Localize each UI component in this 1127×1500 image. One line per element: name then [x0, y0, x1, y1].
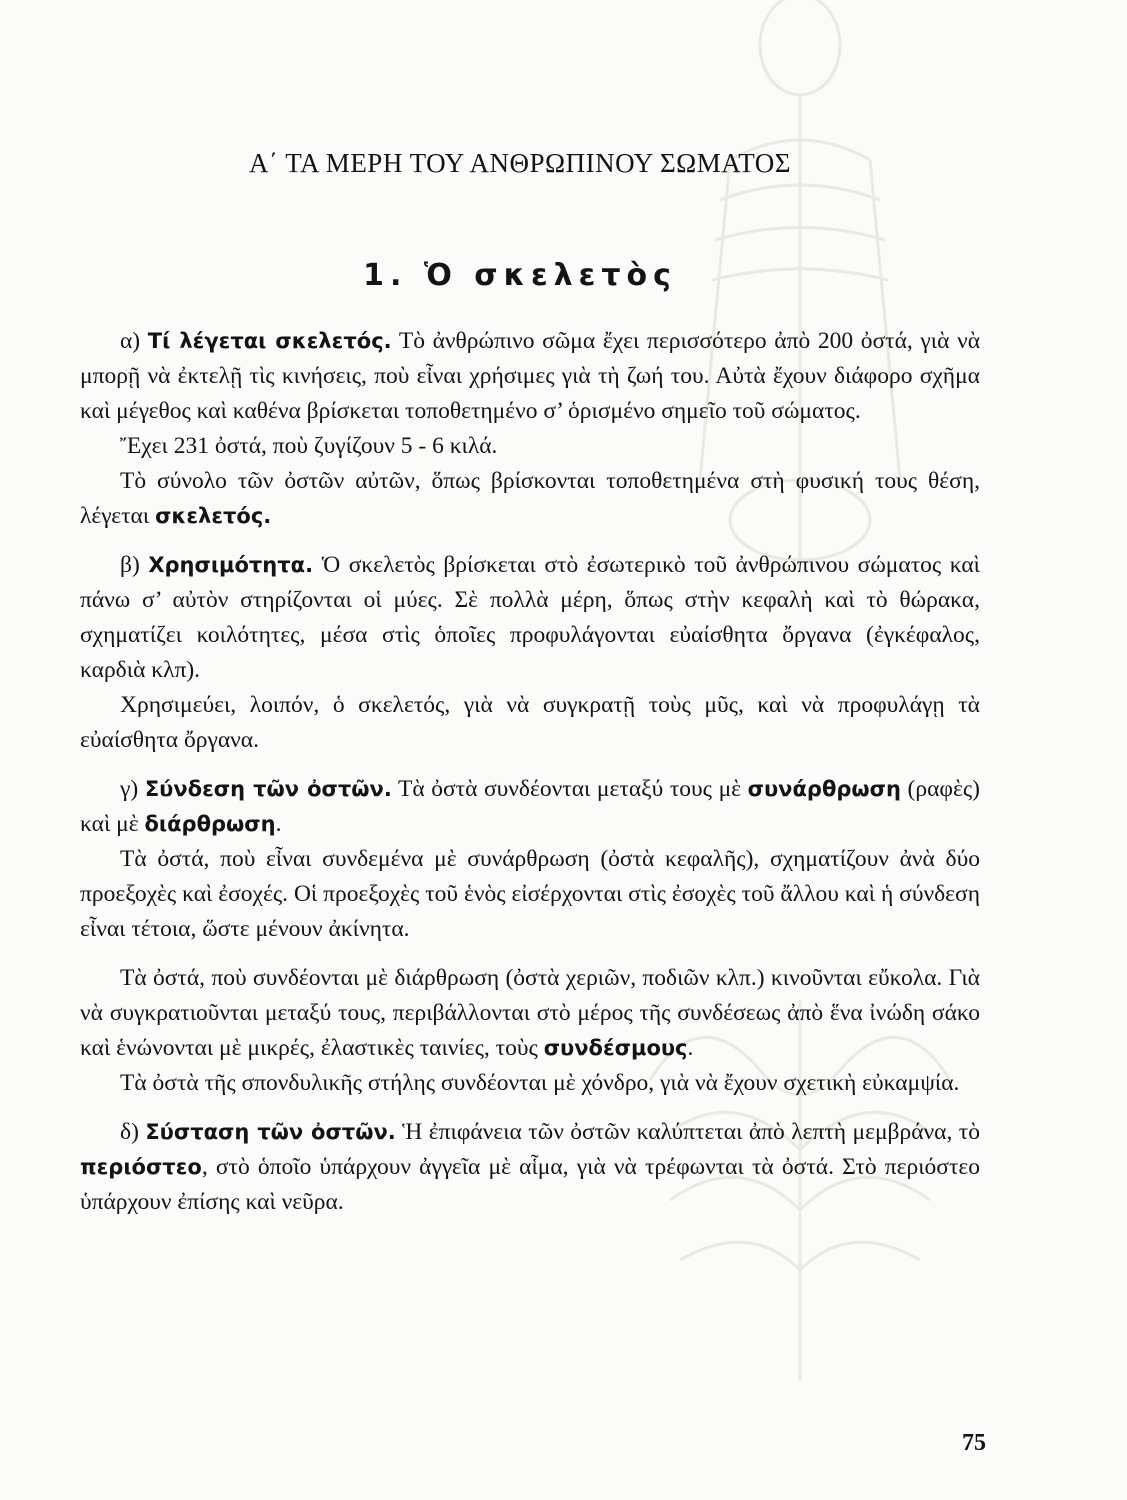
bold-term: συνδέσμους: [543, 1036, 688, 1060]
paragraph-text: .: [687, 1035, 694, 1061]
paragraph-bone-composition: [80, 1115, 980, 1220]
paragraph-what-is-skeleton: [80, 324, 980, 429]
item-label: δ): [120, 1119, 146, 1145]
item-label: γ): [120, 776, 145, 802]
paragraph-text: Ὁ σκελετὸς βρίσκεται στὸ ἐσωτερικὸ τοῦ ἀνθρώπινου σώματος καὶ πάνω σ’ αὐτὸν στηρίζονται οἱ μύες. Σὲ πολλὰ μέρη, ὅπως στὴν κεφαλὴ καὶ τὸ θώρακα, σχηματίζει κοιλότητες, μέσα στὶς ὁποῖες προφυλάγονται εὐαίσθητα ὄργανα (ἐγκέφαλος, καρδιὰ κλπ).: [80, 552, 980, 683]
item-label: α): [120, 328, 148, 354]
paragraph-text: Ἔχει 231 ὀστά, ποὺ ζυγίζουν 5 - 6 κιλά.: [120, 433, 498, 459]
paragraph: [80, 842, 980, 947]
chapter-heading: Α΄ ΤΑ ΜΕΡΗ ΤΟΥ ΑΝΘΡΩΠΙΝΟΥ ΣΩΜΑΤΟΣ: [248, 148, 792, 178]
item-label: β): [120, 552, 149, 578]
paragraph-text: Τὰ ὀστὰ τῆς σπονδυλικῆς στήλης συνδέονται μὲ χόνδρο, γιὰ νὰ ἔχουν σχετικὴ εὐκαμψία.: [120, 1070, 960, 1096]
body-text: [80, 324, 980, 1220]
bold-term: συνάρθρωση: [747, 777, 901, 801]
paragraph-text: .: [275, 811, 282, 837]
bold-term: σκελετός.: [155, 504, 272, 528]
bold-term: Σύνδεση τῶν ὀστῶν.: [144, 777, 392, 801]
paragraph-text: Τὸ σύνολο τῶν ὀστῶν αὐτῶν, ὅπως βρίσκονται τοποθετημένα στὴ φυσική τους θέση, λέγεται: [80, 468, 980, 529]
paragraph-text: Τὰ ὀστά, ποὺ συνδέονται μὲ διάρθρωση (ὀστὰ χεριῶν, ποδιῶν κλπ.) κινοῦνται εὔκολα. Γιὰ νὰ συγκρατιοῦνται μεταξύ τους, περιβάλλονται στὸ μέρος τῆς συνδέσεως ἀπὸ ἕνα ἰνώδη σάκο καὶ ἑνώνονται μὲ μικρές, ἐλαστικὲς ταινίες, τοὺς: [80, 965, 980, 1061]
paragraph: [80, 429, 980, 464]
paragraph-text: Τὸ ἀνθρώπινο σῶμα ἔχει περισσότερο ἀπὸ 200 ὀστά, γιὰ νὰ μπορῇ νὰ ἐκτελῇ τὶς κινήσεις, ποὺ εἶναι χρήσιμες γιὰ τὴ ζωή του. Αὐτὰ ἔχουν διάφορο σχῆμα καὶ μέγεθος καὶ καθένα βρίσκεται τοποθετημένο σ’ ὁρισμένο σημεῖο τοῦ σώματος.: [80, 328, 981, 424]
paragraph-text: (ραφὲς) καὶ μὲ: [80, 776, 980, 837]
bold-term: περιόστεο: [80, 1155, 202, 1179]
bold-term: Σύσταση τῶν ὀστῶν.: [145, 1120, 396, 1144]
bold-term: Τί λέγεται σκελετός.: [147, 329, 392, 353]
paragraph: [80, 688, 980, 758]
paragraph-text: Ἡ ἐπιφάνεια τῶν ὀστῶν καλύπτεται ἀπὸ λεπτὴ μεμβράνα, τὸ: [395, 1119, 980, 1145]
bold-term: διάρθρωση: [144, 812, 276, 836]
paragraph-bone-connection: [80, 772, 980, 842]
paragraph: [80, 961, 980, 1066]
paragraph: [80, 464, 980, 534]
paragraph-text: Χρησιμεύει, λοιπόν, ὁ σκελετός, γιὰ νὰ συγκρατῇ τοὺς μῦς, καὶ νὰ προφυλάγῃ τὰ εὐαίσθητα ὄργανα.: [80, 692, 980, 753]
paragraph-usefulness: [80, 548, 980, 688]
paragraph-text: , στὸ ὁποῖο ὑπάρχουν ἀγγεῖα μὲ αἷμα, γιὰ νὰ τρέφωνται τὰ ὀστά. Στὸ περιόστεο ὑπάρχουν ἐπίσης καὶ νεῦρα.: [80, 1154, 980, 1215]
bold-term: Χρησιμότητα.: [148, 553, 314, 577]
section-title: 1. Ὁ σκελετὸς: [363, 258, 677, 293]
paragraph: [80, 1066, 980, 1101]
page-number: 75: [962, 1430, 986, 1456]
paragraph-text: Τὰ ὀστά, ποὺ εἶναι συνδεμένα μὲ συνάρθρωση (ὀστὰ κεφαλῆς), σχηματίζουν ἀνὰ δύο προεξοχὲς καὶ ἐσοχές. Οἱ προεξοχὲς τοῦ ἑνὸς εἰσέρχονται στὶς ἐσοχὲς τοῦ ἄλλου καὶ ἡ σύνδεση εἶναι τέτοια, ὥστε μένουν ἀκίνητα.: [80, 846, 980, 942]
paragraph-text: Τὰ ὀστὰ συνδέονται μεταξύ τους μὲ: [391, 776, 748, 802]
